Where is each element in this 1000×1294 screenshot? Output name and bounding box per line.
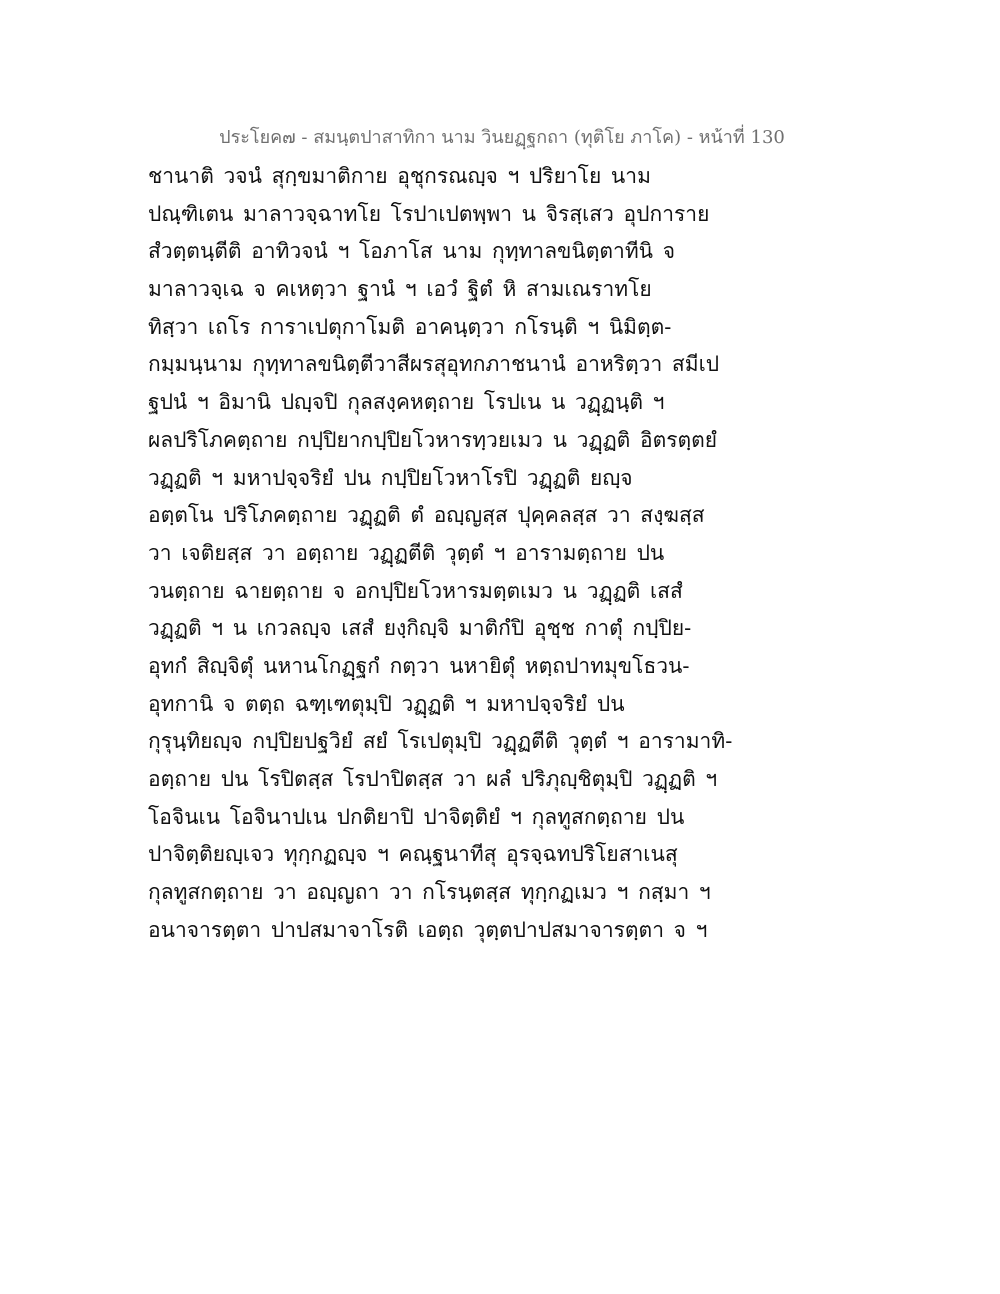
text-line: วฏฺฏติ ฯ น เกวลญฺจ เสสํ ยงฺกิญฺจิ มาติกํปิ อุชฺช กาตุํ กปฺปิย-: [148, 616, 692, 641]
text-line: อุทกํ สิญฺจิตุํ นหานโกฏฺฐกํ กตฺวา นหายิตุํ หตฺถปาทมุขโธวน-: [148, 653, 690, 678]
text-line: กมฺมนฺนาม กุทฺทาลขนิตฺตีวาสีผรสุอุทกภาชนานํ อาหริตฺวา สมีเป: [148, 352, 720, 377]
text-line: วา เจติยสฺส วา อตฺถาย วฏฺฏตีติ วุตฺตํ ฯ อารามตฺถาย ปน: [148, 540, 665, 565]
text-line: มาลาวจฺเฉ จ คเหตฺวา ฐานํ ฯ เอวํ ฐิตํ หิ สามเณราทโย: [148, 277, 652, 302]
text-line: ทิสฺวา เถโร การาเปตุกาโมติ อาคนฺตฺวา กโรนฺติ ฯ นิมิตฺต-: [148, 314, 672, 339]
text-line: ปณฺฑิเตน มาลาวจฺฉาทโย โรปาเปตพฺพา น จิรสฺเสว อุปการาย: [148, 201, 710, 226]
text-line: ฐปนํ ฯ อิมานิ ปญฺจปิ กุลสงฺคหตฺถาย โรปเน น วฏฺฏนฺติ ฯ: [148, 390, 665, 415]
text-line: กุลทูสกตฺถาย วา อญฺญถา วา กโรนฺตสฺส ทุกฺกฏเมว ฯ กสฺมา ฯ: [148, 880, 711, 905]
body-text: [148, 158, 748, 949]
text-line: ผลปริโภคตฺถาย กปฺปิยากปฺปิยโวหารทฺวยเมว น วฏฺฏติ อิตรตฺตยํ: [148, 427, 718, 452]
text-line: วฏฺฏติ ฯ มหาปจฺจริยํ ปน กปฺปิยโวหาโรปิ วฏฺฏติ ยญฺจ: [148, 465, 633, 490]
text-line: อตฺตโน ปริโภคตฺถาย วฏฺฏติ ตํ อญฺญสฺส ปุคฺคลสฺส วา สงฺฆสฺส: [148, 503, 705, 528]
page-header: ประโยค๗ - สมนฺตปาสาทิกา นาม วินยฏฺฐกถา (ทุติโย ภาโค) - หน้าที่ 130: [219, 127, 785, 148]
text-line: โอจินเน โอจินาปเน ปกติยาปิ ปาจิตฺติยํ ฯ กุลทูสกตฺถาย ปน: [148, 804, 685, 829]
text-line: วนตฺถาย ฉายตฺถาย จ อกปฺปิยโวหารมตฺตเมว น วฏฺฏติ เสสํ: [148, 578, 683, 603]
text-line: ปาจิตฺติยญฺเจว ทุกฺกฏญฺจ ฯ คณฺฐนาทีสุ อุรจฺฉทปริโยสาเนสุ: [148, 842, 678, 867]
text-line: อตฺถาย ปน โรปิตสฺส โรปาปิตสฺส วา ผลํ ปริภุญฺชิตุมฺปิ วฏฺฏติ ฯ: [148, 767, 718, 791]
text-line: อนาจารตฺตา ปาปสมาจาโรติ เอตฺถ วุตฺตปาปสมาจารตฺตา จ ฯ: [148, 917, 708, 942]
text-line: สํวตฺตนฺตีติ อาทิวจนํ ฯ โอภาโส นาม กุทฺทาลขนิตฺตาทีนิ จ: [148, 239, 676, 264]
text-line: อุทกานิ จ ตตฺถ ฉฑฺเฑตุมฺปิ วฏฺฏติ ฯ มหาปจฺจริยํ ปน: [148, 691, 625, 716]
text-line: ชานาติ วจนํ สุกฺขมาติกาย อุชุกรณญฺจ ฯ ปริยาโย นาม: [148, 164, 651, 188]
text-line: กุรุนฺทิยญฺจ กปฺปิยปฐวิยํ สยํ โรเปตุมฺปิ วฏฺฏตีติ วุตฺตํ ฯ อารามาทิ-: [148, 729, 733, 754]
